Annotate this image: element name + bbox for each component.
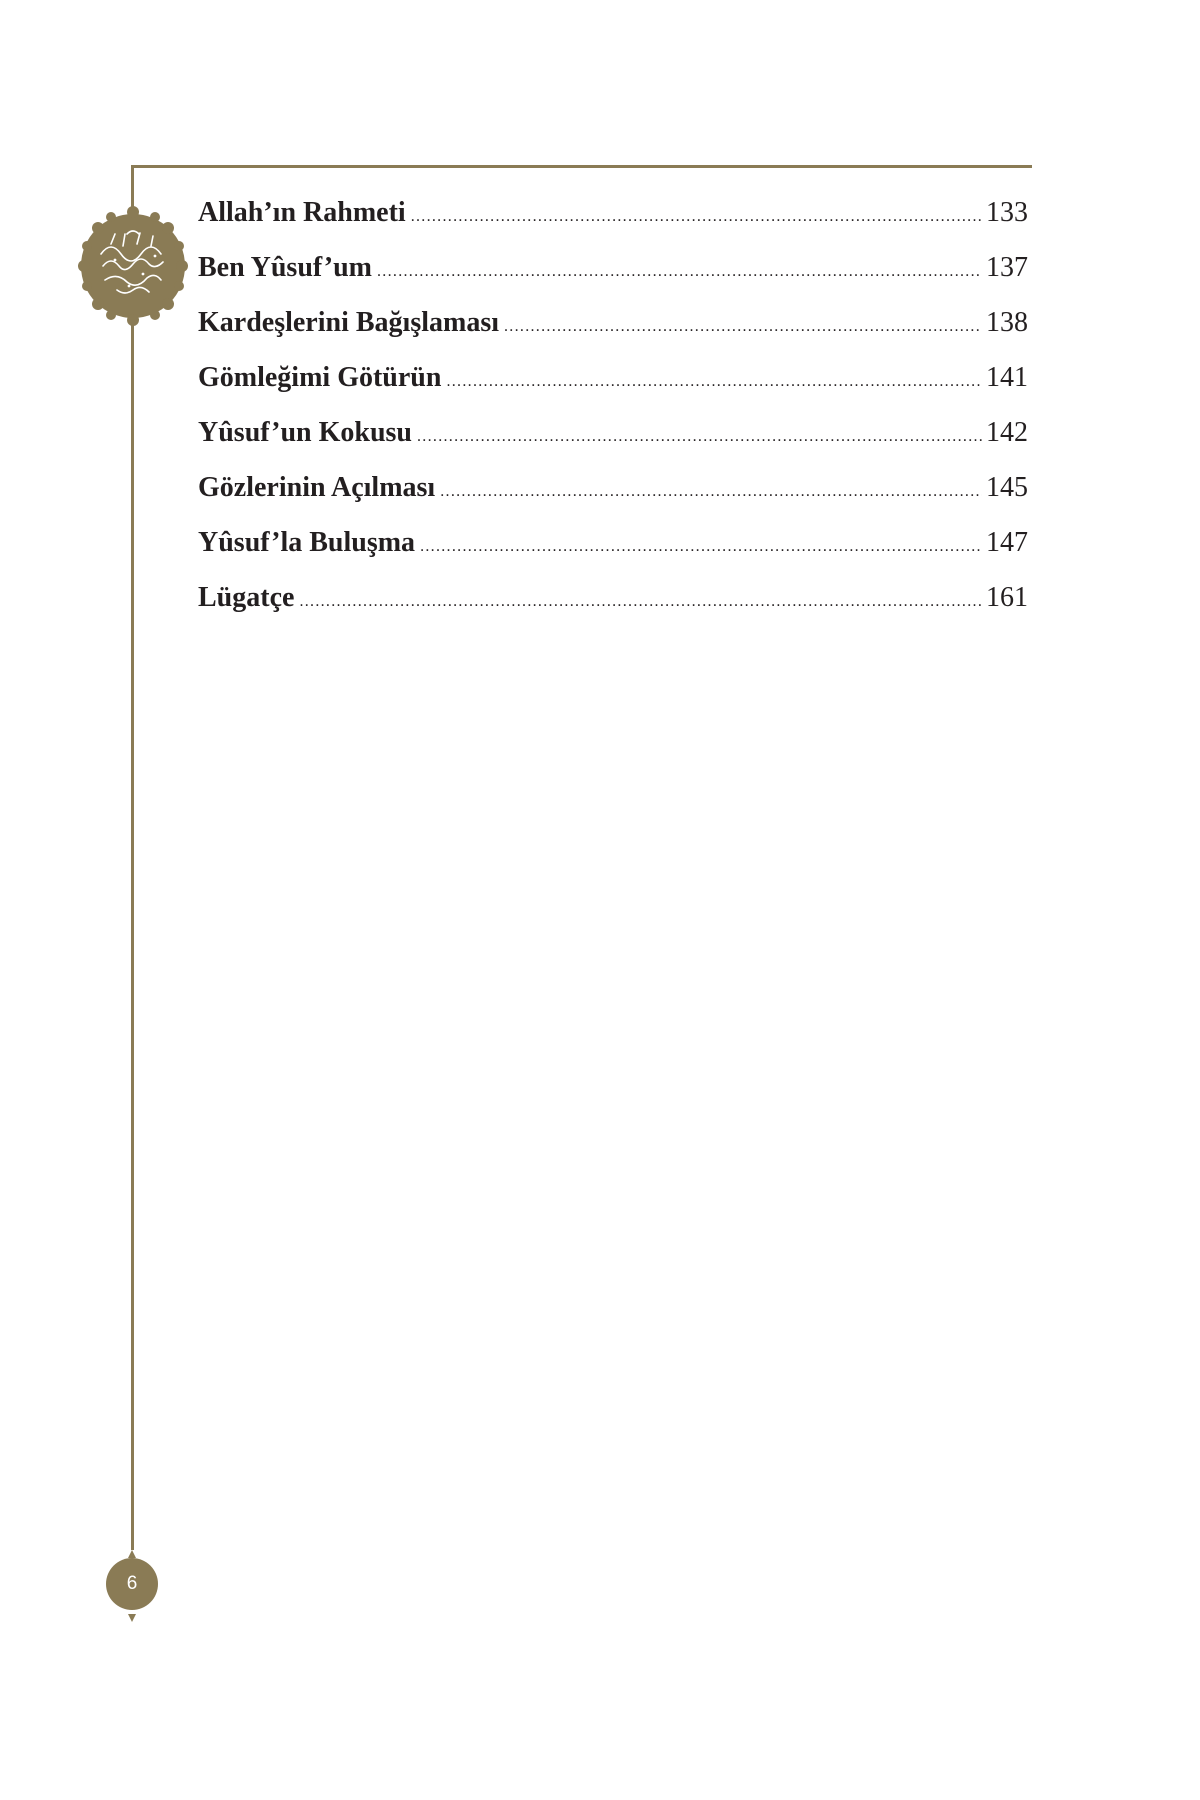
toc-entry-title: Gömleğimi Götürün [198,362,442,393]
toc-leader-dots [377,263,982,281]
toc-entry[interactable] [198,362,1028,417]
toc-entry-page: 142 [986,417,1028,448]
frame-left-rule [131,165,134,1550]
toc-entry-title: Kardeşlerini Bağışlaması [198,307,499,338]
toc-entry-page: 141 [986,362,1028,393]
toc-entry-page: 147 [986,527,1028,558]
toc-entry-title: Yûsuf’la Buluşma [198,527,416,558]
toc-entry-page: 138 [986,307,1028,338]
page-number: 6 [126,1573,138,1594]
toc-leader-dots [440,483,982,501]
toc-leader-dots [411,208,982,226]
toc-entry[interactable] [198,527,1028,582]
toc-leader-dots [417,428,982,446]
toc-entry[interactable] [198,307,1028,362]
toc-leader-dots [299,593,982,611]
toc-entry[interactable] [198,197,1028,252]
frame-top-rule [131,165,1032,168]
toc-entry-title: Gözlerinin Açılması [198,472,436,503]
toc-entry-title: Allah’ın Rahmeti [198,197,406,228]
toc-entry[interactable] [198,417,1028,472]
toc-entry[interactable] [198,472,1028,527]
toc-leader-dots [446,373,982,391]
toc-entry-title: Yûsuf’un Kokusu [198,417,412,448]
toc-leader-dots [420,538,982,556]
toc-entry-page: 133 [986,197,1028,228]
toc-entry-title: Ben Yûsuf’um [198,252,372,283]
toc-entry-page: 145 [986,472,1028,503]
calligraphy-medallion-icon [77,204,189,328]
toc-entry-page: 137 [986,252,1028,283]
toc-entry[interactable] [198,252,1028,307]
toc-entry-title: Lügatçe [198,582,295,613]
toc-entry-page: 161 [986,582,1028,613]
table-of-contents [198,197,1028,637]
toc-entry[interactable] [198,582,1028,637]
toc-leader-dots [504,318,982,336]
